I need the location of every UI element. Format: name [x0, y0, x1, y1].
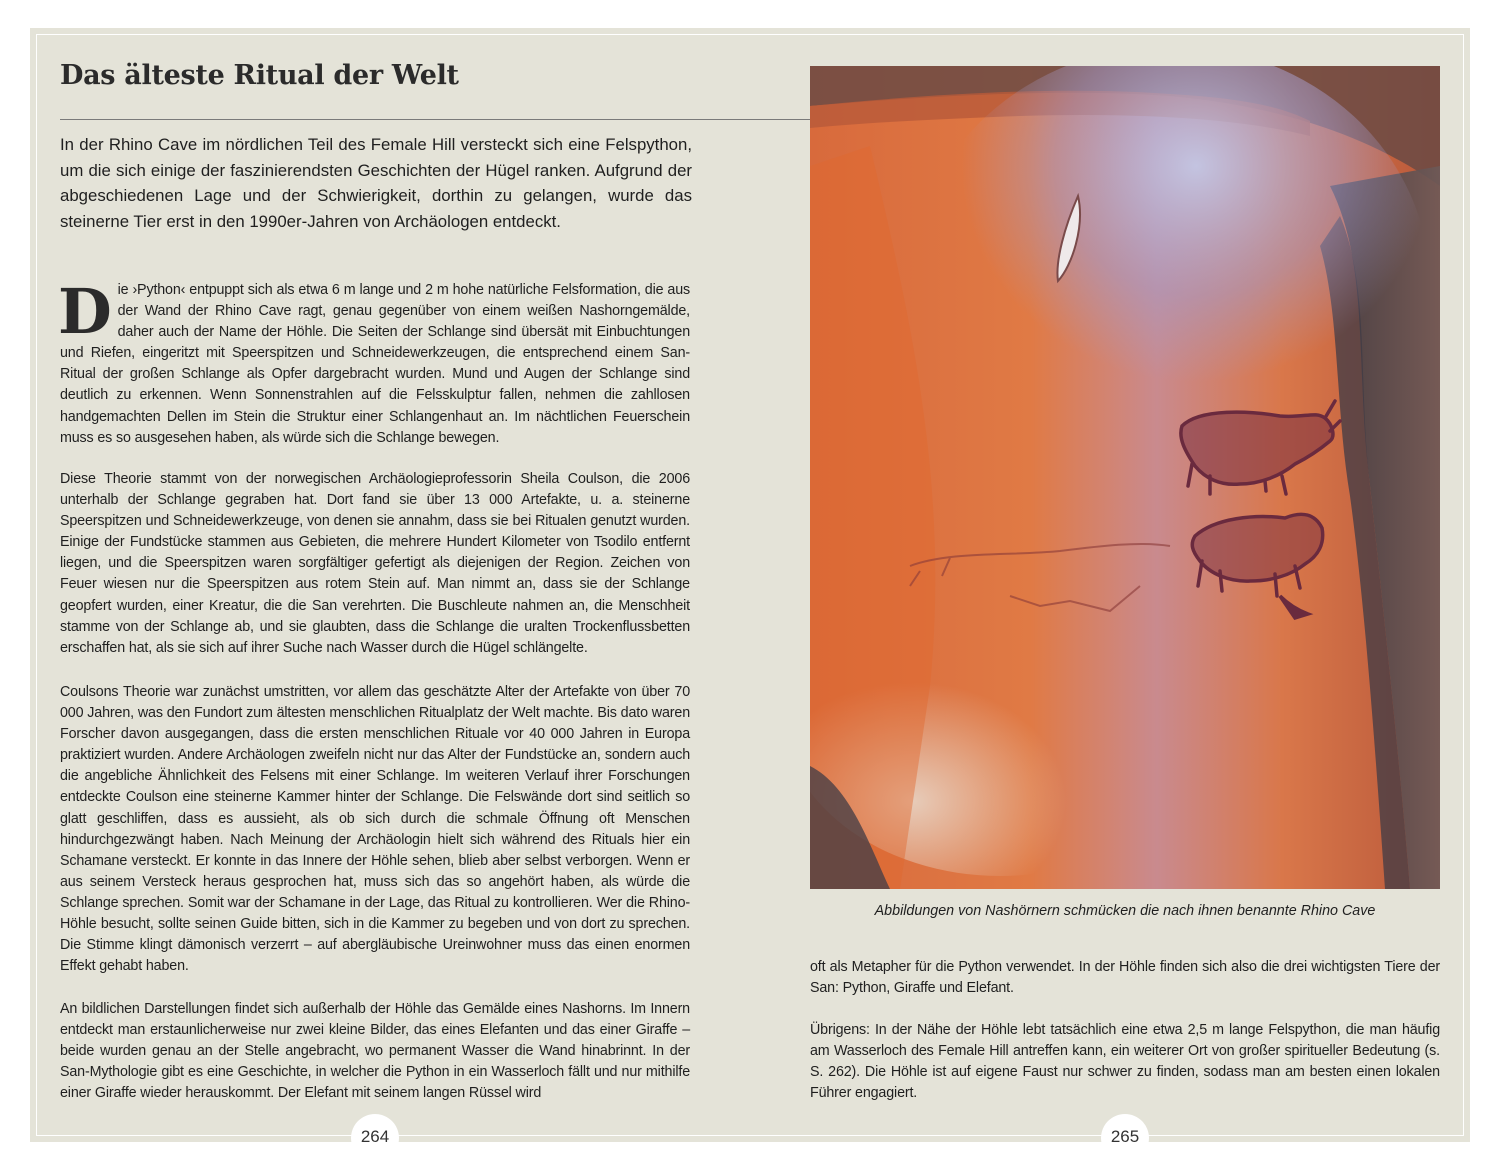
drop-cap: D — [58, 275, 112, 348]
body-paragraph-2: Diese Theorie stammt von der norwegischen Archäologieprofessorin Sheila Coulson, die 2006 unterhalb der Schlange gegraben hat. Dort fand sie über 13 000 Artefakte, u. a. steinerne Speerspitzen und Schneidewerkzeuge, von denen sie annahm, dass sie bei Ritualen genutzt wurden. Einige der Fundstücke stammen aus Gebieten, die mehrere Hundert Kilometer von Tsodilo entfernt liegen, und die Speerspitzen waren sorgfältiger gefertigt als diejenigen der Region. Zeichen von Feuer wiesen nur die Speerspitzen aus rotem Stein auf. Man nimmt an, dass sie der Schlange geopfert wurden, einer Kreatur, die die San verehrten. Die Buschleute nahmen an, die Menschheit stamme von der Schlange ab, und sie glaubten, dass die Schlange die uralten Trockenflussbetten erschaffen hat, als sie sich auf ihrer Suche nach Wasser durch die Hügel schlängelte. — [60, 471, 690, 656]
photo-caption: Abbildungen von Nashörnern schmücken die nach ihnen benannte Rhino Cave — [874, 903, 1376, 919]
rhino-cave-photo — [810, 66, 1440, 889]
title-divider — [60, 119, 810, 120]
right-paragraph-1: oft als Metapher für die Python verwendet. In der Höhle finden sich also die drei wichtigsten Tiere der San: Python, Giraffe und Elefant. — [810, 959, 1440, 997]
page-title: Das älteste Ritual der Welt — [60, 60, 459, 91]
body-paragraph-1-text: ie ›Python‹ entpuppt sich als etwa 6 m lange und 2 m hohe natürliche Felsformation, die aus der Wand der Rhino Cave ragt, genau gegenüber von einem weißen Nashorngemälde, daher auch der Name der Höhle. Die Seiten der Schlange sind übersät mit Einbuchtungen und Riefen, eingeritzt mit Speerspitzen und Schneidewerkzeugen, die entsprechend einem San-Ritual der großen Schlange als Opfer dargebracht wurden. Mund und Augen der Schlange sind deutlich zu erkennen. Wenn Sonnenstrahlen auf die Felsskulptur fallen, nehmen die zahllosen handgemachten Dellen im Stein die Struktur einer Schlangenhaut an. Im nächtlichen Feuerschein muss es so ausgesehen haben, als würde sich die Schlange bewegen. — [60, 282, 690, 446]
page-number-left: 264 — [351, 1114, 399, 1162]
right-paragraph-2: Übrigens: In der Nähe der Höhle lebt tatsächlich eine etwa 2,5 m lange Felspython, die man häufig am Wasserloch des Female Hill antreffen kann, ein weiterer Ort von großer spiritueller Bedeutung (s. S. 262). Die Höhle ist auf eigene Faust nur schwer zu finden, sodass man am besten einen lokalen Führer engagiert. — [810, 1022, 1440, 1102]
body-paragraph-1 — [58, 275, 690, 449]
blue-wash — [910, 66, 1430, 526]
intro-paragraph: In der Rhino Cave im nördlichen Teil des Female Hill versteckt sich eine Felspython, um die sich einige der faszinierendsten Geschichten der Hügel ranken. Aufgrund der abgeschiedenen Lage und der Schwierigkeit, dorthin zu gelangen, wurde das steinerne Tier erst in den 1990er-Jahren von Archäologen entdeckt. — [60, 135, 692, 231]
page-number-right: 265 — [1101, 1114, 1149, 1162]
body-paragraph-3: Coulsons Theorie war zunächst umstritten, vor allem das geschätzte Alter der Artefakte von über 70 000 Jahren, was den Fundort zum ältesten menschlichen Ritualplatz der Welt machte. Bis dato waren Forscher davon ausgegangen, dass die ersten menschlichen Rituale vor 40 000 Jahren in Europa praktiziert wurden. Andere Archäologen zweifeln nicht nur das Alter der Fundstücke an, sondern auch die angebliche Ähnlichkeit des Felsens mit einer Schlange. Im weiteren Verlauf ihrer Forschungen entdeckte Coulson eine steinerne Kammer hinter der Schlange. Die Felswände dort sind seitlich so glatt geschliffen, dass es aussieht, als ob sich durch die schmale Öffnung oft Menschen hindurchgezwängt haben. Nach Meinung der Archäologin hielt sich während des Rituals hier ein Schamane versteckt. Er konnte in das Innere der Höhle sehen, blieb aber selbst verborgen. Wenn er aus seinem Versteck heraus gesprochen hat, muss sich das so angehört haben, als würde die Schlange sprechen. Somit war der Schamane in der Lage, das Ritual zu kontrollieren. Wer die Rhino-Höhle besucht, sollte seinen Guide bitten, sich in die Kammer zu begeben und von dort zu sprechen. Die Stimme klingt dämonisch verzerrt – auf abergläubische Ureinwohner muss das einen enormen Effekt gehabt haben. — [60, 684, 690, 975]
body-paragraph-4: An bildlichen Darstellungen findet sich außerhalb der Höhle das Gemälde eines Nashorns. Im Innern entdeckt man erstaunlicherweise nur zwei kleine Bilder, das eines Elefanten und das einer Giraffe – beide wurden genau an der Stelle angebracht, wo permanent Wasser die Wand hinabrinnt. In der San-Mythologie gibt es eine Geschichte, in welcher die Python in ein Wasserloch fällt und nur mithilfe einer Giraffe wieder herauskommt. Der Elefant mit seinem langen Rüssel wird — [60, 1001, 690, 1102]
